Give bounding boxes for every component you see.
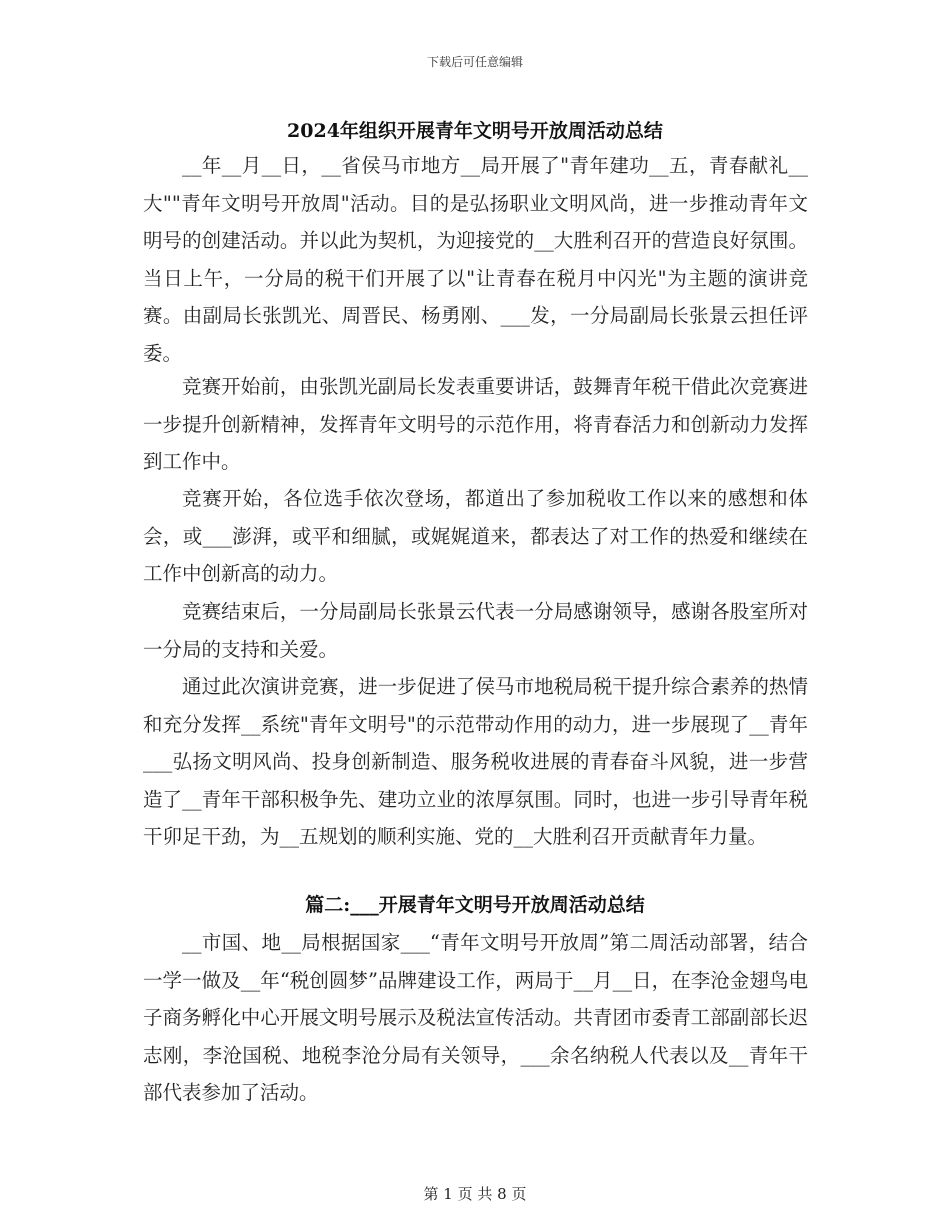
paragraph: __市国、地__局根据国家___“青年文明号开放周”第二周活动部署，结合一学一做及__年“税创圆梦”品牌建设工作，两局于__月__日，在李沧金翅鸟电子商务孵化中心开展文明号展示及税法宣传活动。共青团市委青工部副部长迟志刚，李沧国税、地税李沧分局有关领导，___余名纳税人代表以及__青年干部代表参加了活动。	[143, 931, 808, 1104]
paragraph: __年__月__日，__省侯马市地方__局开展了"青年建功__五，青春献礼__大""青年文明号开放周"活动。目的是弘扬职业文明风尚，进一步推动青年文明号的创建活动。并以此为契机，为迎接党的__大胜利召开的营造良好氛围。当日上午，一分局的税干们开展了以"让青春在税月中闪光"为主题的演讲竞赛。由副局长张凯光、周晋民、杨勇刚、___发，一分局副局长张景云担任评委。	[143, 154, 808, 365]
paragraph: 竞赛开始前，由张凯光副局长发表重要讲话，鼓舞青年税干借此次竞赛进一步提升创新精神，发挥青年文明号的示范作用，将青春活力和创新动力发挥到工作中。	[143, 375, 808, 473]
header-note: 下载后可任意编辑	[426, 55, 523, 69]
paragraph: 通过此次演讲竞赛，进一步促进了侯马市地税局税干提升综合素养的热情和充分发挥__系统"青年文明号"的示范带动作用的动力，进一步展现了__青年___弘扬文明风尚、投身创新制造、服务税收进展的青春奋斗风貌，进一步营造了__青年干部积极争先、建功立业的浓厚氛围。同时，也进一步引导青年税干卯足干劲，为__五规划的顺利实施、党的__大胜利召开贡献青年力量。	[143, 675, 808, 848]
paragraph: 竞赛结束后，一分局副局长张景云代表一分局感谢领导，感谢各股室所对一分局的支持和关爱。	[143, 600, 808, 661]
section-title: 篇二:___开展青年文明号开放周活动总结	[305, 894, 645, 916]
paragraph: 竞赛开始，各位选手依次登场，都道出了参加税收工作以来的感想和体会，或___澎湃，或平和细腻，或娓娓道来，都表达了对工作的热爱和继续在工作中创新高的动力。	[143, 487, 808, 585]
page-footer: 第 1 页 共 8 页	[423, 1185, 527, 1203]
document-title: 2024年组织开展青年文明号开放周活动总结	[287, 120, 663, 142]
